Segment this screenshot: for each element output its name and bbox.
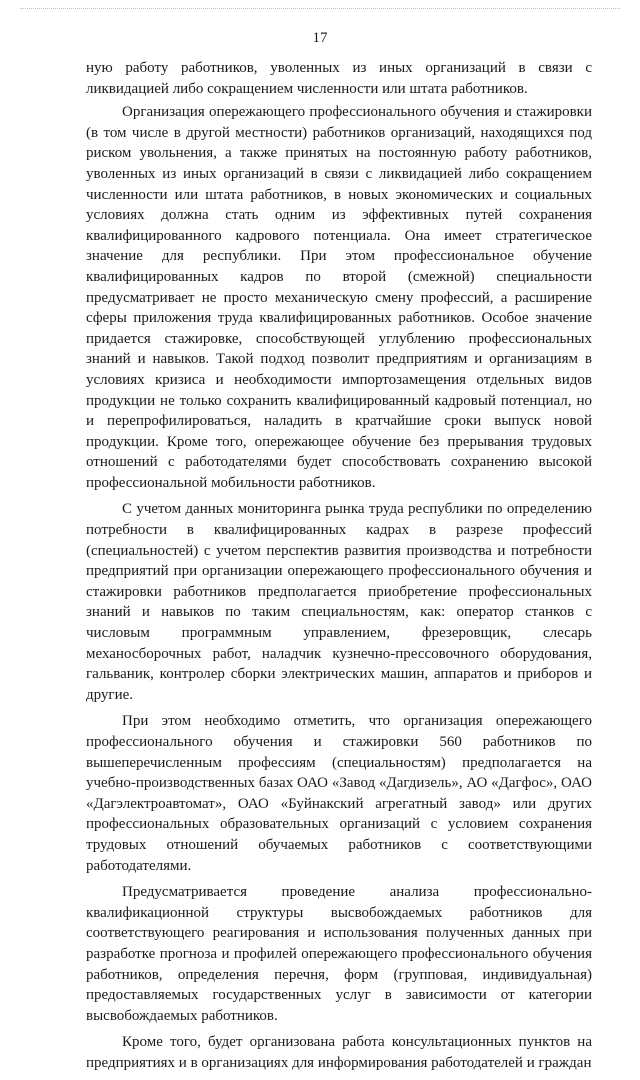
paragraph-continuation: ную работу работников, уволенных из иных организаций в связи с ликвидацией либо сокращением численности или штата работников.	[86, 60, 592, 97]
paragraph-analysis: Предусматривается проведение анализа профессионально-квалификационной структуры высвобождаемых работников для соответствующего реагирования и использования полученных данных при разработке прогноза и профилей опережающего профессионального обучения работников, определения перечня, форм (групповая, индивидуальная) предоставляемых государственных услуг в зависимости от категории высвобождаемых работников.	[86, 884, 592, 1024]
paragraph-advanced-training: Организация опережающего профессионального обучения и стажировки (в том числе в другой местности) работников организаций, находящихся под риском увольнения, а также принятых на постоянную работу работников, уволенных из иных организаций в связи с ликвидацией либо сокращением численности или штата работников, в новых экономических и социальных условиях должна стать одним из эффективных путей сохранения квалифицированного кадрового потенциала. Она имеет стратегическое значение для республики. При этом профессиональное обучение квалифицированных кадров по второй (смежной) специальности предусматривает не просто механическую смену профессий, а расширение сферы приложения труда квалифицированных работников. Особое значение придается стажировке, способствующей углублению профессиональных знаний и навыков. Такой подход позволит предприятиям и организациям в условиях кризиса и необходимости импортозамещения отдельных видов продукции не только сохранить квалифицированный кадровый потенциал, но и перепрофилироваться, наладить в кратчайшие сроки выпуск новой продукции. Кроме того, опережающее обучение без прерывания трудовых отношений с работодателями будет способствовать сохранению высокой профессиональной мобильности работников.	[86, 104, 592, 491]
scan-edge-line	[20, 8, 620, 9]
page-number: 17	[312, 30, 328, 46]
paragraph-labor-market-monitoring: С учетом данных мониторинга рынка труда республики по определению потребности в квалифицированных кадрах в разрезе профессий (специальностей) с учетом перспектив развития производства и потребности предприятий при организации опережающего профессионального обучения и стажировки работников предполагается приобретение профессиональных знаний и навыков по таким специальностям, как: оператор станков с числовым программным управлением, фрезеровщик, слесарь механосборочных работ, наладчик кузнечно-прессовочного оборудования, гальваник, контролер сборки электрических машин, аппаратов и приборов и другие.	[86, 501, 592, 703]
paragraph-training-bases: При этом необходимо отметить, что организация опережающего профессионального обучения и стажировки 560 работников по вышеперечисленным профессиям (специальностям) предполагается на учебно-производственных базах ОАО «Завод «Дагдизель», АО «Дагфос», ОАО «Дагэлектроавтомат», ОАО «Буйнакский агрегатный завод» или других профессиональных образовательных организаций с условием сохранения трудовых отношений обучаемых работников с соответствующими работодателями.	[86, 713, 592, 874]
paragraph-consultation-points: Кроме того, будет организована работа консультационных пунктов на предприятиях и в организациях для информирования работодателей и граждан	[86, 1034, 592, 1071]
document-body	[86, 58, 592, 1080]
